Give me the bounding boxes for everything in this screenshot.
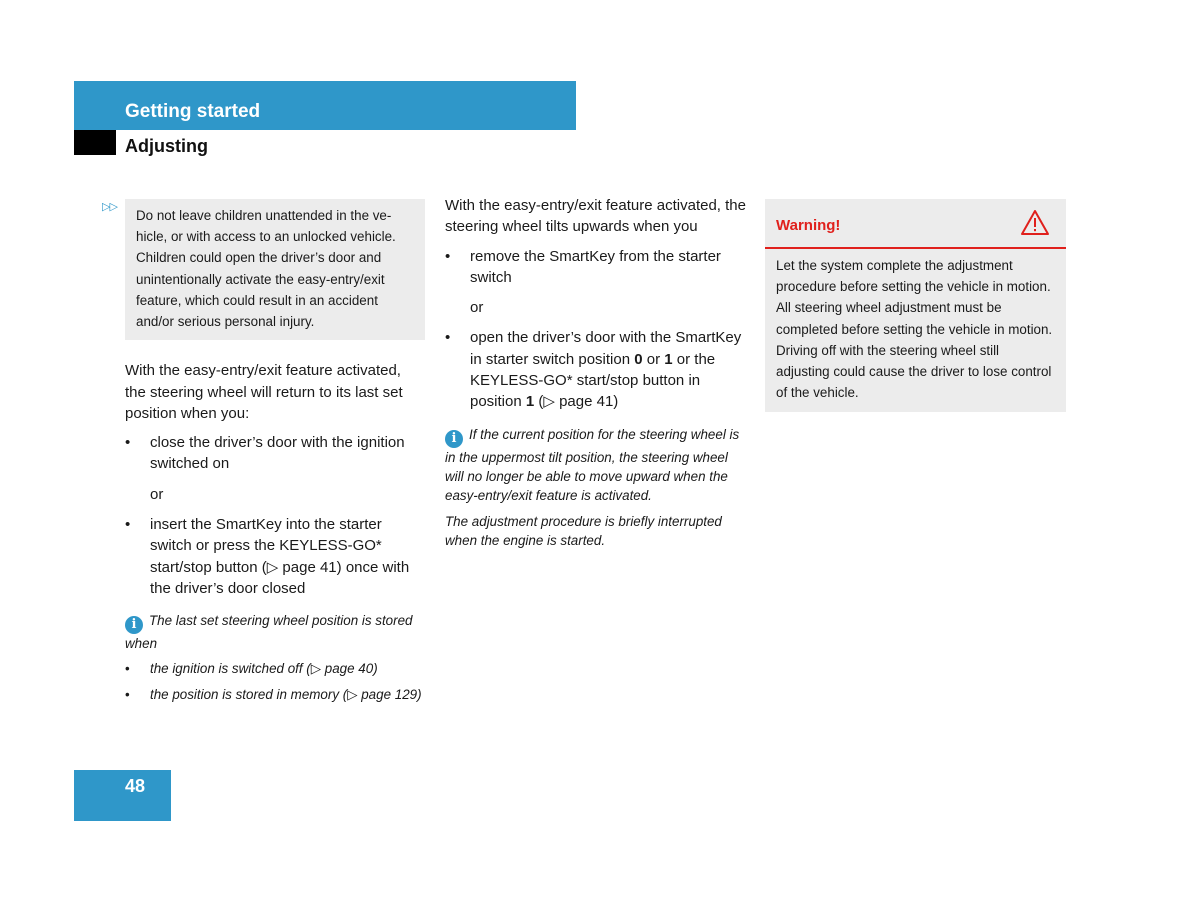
position-value: 1 [664,350,673,368]
info-note [125,611,425,653]
info-text-2: The adjustment procedure is briefly interrupted when the engine is started. [445,513,722,548]
condition-list [445,327,747,412]
warning-triangle-icon [1020,209,1050,236]
info-text: If the current position for the steering wheel is in the uppermost tilt position, the steering wheel will no longer be able to move upward when the easy-entry/exit feature is activated. [445,426,740,503]
position-value: 0 [634,350,643,368]
children-note-box: Do not leave children unattended in the vehicle, or with access to an unlocked vehicle. Children could open the driver’s door and unintentionally activate the easy-entry/exit feature, which could result in an accident and/or serious personal injury. [125,199,425,340]
column-3 [765,199,1066,412]
section-title: Adjusting [125,136,208,156]
info-icon: i [125,616,143,634]
warning-box [765,199,1066,412]
continued-marker: ▷▷ [102,201,117,213]
condition-list [445,246,747,289]
intro-paragraph: With the easy-entry/exit feature activated, the steering wheel will return to its last set position when you: [125,362,403,422]
warning-title: Warning! [776,217,841,234]
position-value: 1 [525,393,535,411]
page-number-box [74,770,171,821]
info-icon: i [445,430,463,448]
condition-list [125,432,425,475]
page-number: 48 [125,776,146,796]
info-text: The last set steering wheel position is stored when [125,613,413,652]
page-reference: (▷ page 41) [534,393,619,411]
list-item: • insert the SmartKey into the starter switch or press the KEYLESS-GO* start/stop button (▷ page 41) once with the driver’s door closed [125,514,425,599]
text-run: or [642,350,665,368]
intro-paragraph: With the easy-entry/exit feature activated, the steering wheel tilts upwards when you [445,197,746,236]
column-1 [125,199,425,711]
column-2 [445,195,747,550]
chapter-header-bar [74,81,576,130]
info-note [445,425,747,505]
condition-list [125,514,425,599]
or-text: or [470,299,484,317]
text-run: or the KEYLESS-GO* start/stop button in position [470,350,716,411]
info-list [125,659,425,704]
section-marker [74,130,116,155]
or-text: or [150,485,164,503]
list-item: • the position is stored in memory (▷ page 129) [125,685,425,704]
list-item: • the ignition is switched off (▷ page 40) [125,659,425,678]
warning-text: Let the system complete the adjustment procedure before setting the vehicle in motion. All steering wheel adjustment must be completed before setting the vehicle in motion. Driving off with the steering wheel still adjusting could cause the driver to lose control of the vehicle. [776,258,1053,401]
text-run: open the driver’s door with the SmartKey in starter switch position [470,329,742,368]
warning-header [765,199,1066,249]
list-item: • close the driver’s door with the ignition switched on [125,432,425,475]
chapter-title: Getting started [125,101,261,122]
list-item: • remove the SmartKey from the starter switch [445,246,747,289]
list-item [445,327,747,412]
